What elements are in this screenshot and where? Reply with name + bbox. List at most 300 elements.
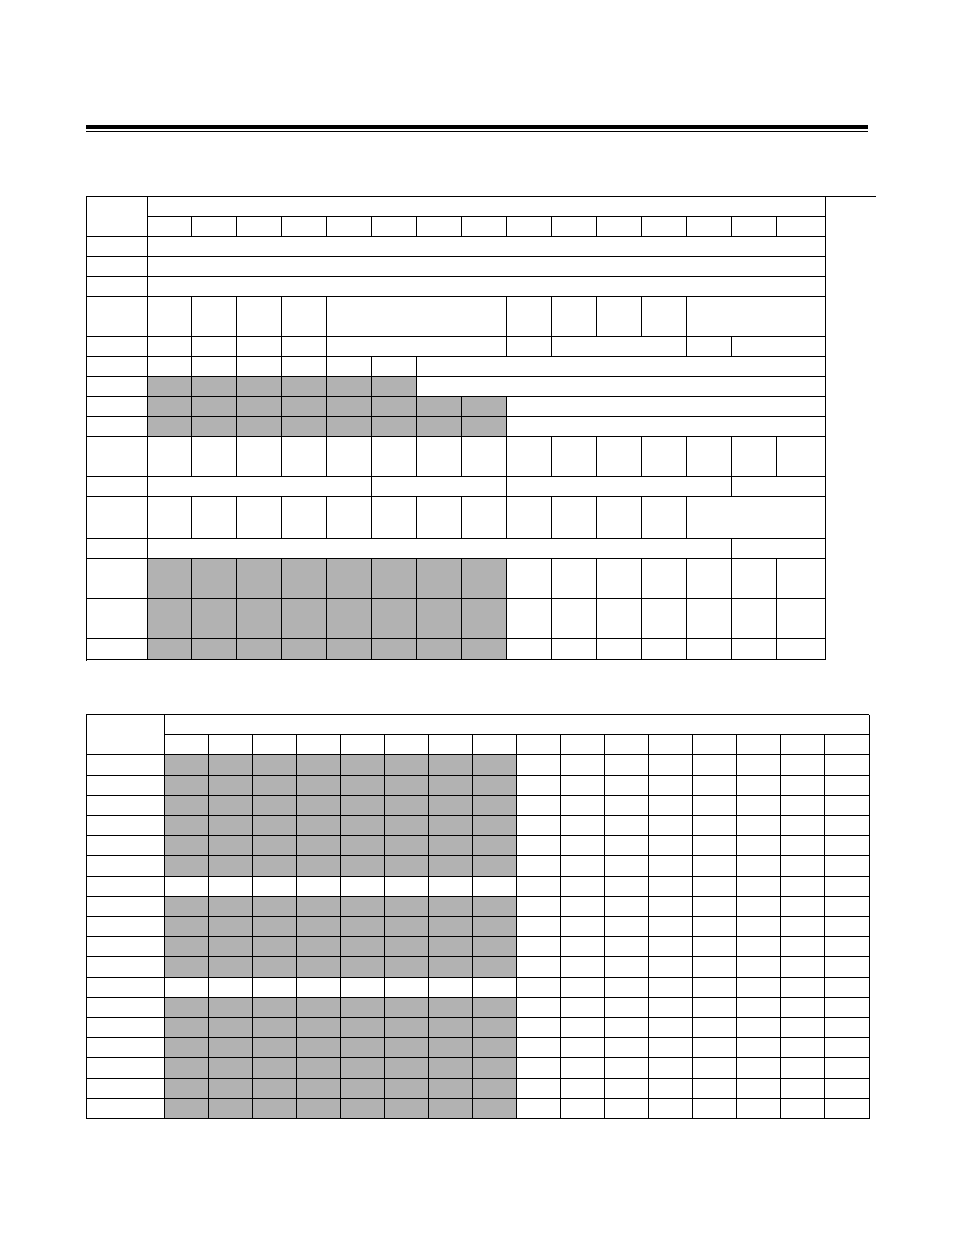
bit-field-cell <box>781 836 825 856</box>
reserved-bit-cell <box>327 377 372 397</box>
bit-field-cell <box>517 1058 561 1078</box>
bit-field-cell <box>597 599 642 639</box>
reserved-bit-cell <box>253 998 297 1018</box>
bit-field-cell <box>517 816 561 836</box>
bit-field-cell <box>561 917 605 937</box>
bit-field-cell <box>517 1099 561 1119</box>
reserved-bit-cell <box>429 796 473 816</box>
bit-field-cell <box>192 437 237 477</box>
bit-field-cell <box>561 978 605 998</box>
bit-field-cell <box>327 497 372 539</box>
bit-field-cell <box>507 337 552 357</box>
reserved-bit-cell <box>253 937 297 957</box>
bit-field-cell <box>209 877 253 897</box>
bit-field-cell <box>649 836 693 856</box>
reserved-bit-cell <box>209 1079 253 1099</box>
bit-field-cell <box>737 755 781 775</box>
reserved-bit-cell <box>165 897 209 917</box>
reserved-bit-cell <box>297 856 341 876</box>
reserved-bit-cell <box>282 417 327 437</box>
reserved-bit-cell <box>237 559 282 599</box>
reserved-bit-cell <box>253 816 297 836</box>
bit-field-cell <box>825 776 870 796</box>
bit-field-cell <box>561 796 605 816</box>
reserved-bit-cell <box>473 796 517 816</box>
reserved-bit-cell <box>473 836 517 856</box>
register-label-cell <box>87 1099 165 1119</box>
reserved-bit-cell <box>192 417 237 437</box>
bit-field-cell <box>687 297 826 337</box>
register-label-header <box>87 197 148 237</box>
reserved-bit-cell <box>327 639 372 660</box>
reserved-bit-cell <box>165 1038 209 1058</box>
bit-field-cell <box>385 978 429 998</box>
bit-field-cell <box>605 897 649 917</box>
bit-field-cell <box>552 559 597 599</box>
bit-field-cell <box>781 1079 825 1099</box>
reserved-bit-cell <box>462 397 507 417</box>
reserved-bit-cell <box>297 816 341 836</box>
register-label-cell <box>87 397 148 417</box>
reserved-bit-cell <box>209 897 253 917</box>
reserved-bit-cell <box>341 897 385 917</box>
reserved-bit-cell <box>165 1079 209 1099</box>
bit-number-cell <box>297 735 341 755</box>
reserved-bit-cell <box>385 957 429 977</box>
bit-field-cell <box>781 1038 825 1058</box>
reserved-bit-cell <box>473 1079 517 1099</box>
bit-field-cell <box>693 1079 737 1099</box>
reserved-bit-cell <box>209 1018 253 1038</box>
reserved-bit-cell <box>165 816 209 836</box>
register-label-cell <box>87 816 165 836</box>
bit-field-cell <box>429 978 473 998</box>
bit-field-cell <box>517 776 561 796</box>
reserved-bit-cell <box>165 1018 209 1038</box>
reserved-bit-cell <box>297 1038 341 1058</box>
reserved-bit-cell <box>237 377 282 397</box>
bit-field-cell <box>507 297 552 337</box>
reserved-bit-cell <box>429 816 473 836</box>
bit-field-cell <box>253 877 297 897</box>
bit-field-cell <box>687 497 826 539</box>
reserved-bit-cell <box>341 755 385 775</box>
bit-field-cell <box>209 978 253 998</box>
bit-field-cell <box>693 816 737 836</box>
reserved-bit-cell <box>417 397 462 417</box>
bit-number-cell <box>732 217 777 237</box>
header-rule-thin <box>86 131 868 132</box>
reserved-bit-cell <box>341 1079 385 1099</box>
bit-field-cell <box>517 877 561 897</box>
reserved-bit-cell <box>209 1058 253 1078</box>
bit-field-cell <box>693 776 737 796</box>
bit-number-cell <box>561 735 605 755</box>
reserved-bit-cell <box>473 856 517 876</box>
reserved-bit-cell <box>341 1018 385 1038</box>
bit-field-cell <box>693 1099 737 1119</box>
bit-field-cell <box>781 1058 825 1078</box>
reserved-bit-cell <box>148 377 192 397</box>
bit-header <box>148 197 826 217</box>
bit-field-cell <box>561 856 605 876</box>
reserved-bit-cell <box>429 957 473 977</box>
reserved-bit-cell <box>209 937 253 957</box>
reserved-bit-cell <box>473 1018 517 1038</box>
bit-number-cell <box>165 735 209 755</box>
bit-field-cell <box>372 477 507 497</box>
reserved-bit-cell <box>341 1099 385 1119</box>
reserved-bit-cell <box>237 417 282 437</box>
bit-field-cell <box>693 1038 737 1058</box>
register-label-cell <box>87 937 165 957</box>
reserved-bit-cell <box>429 1058 473 1078</box>
bit-field-cell <box>605 877 649 897</box>
bit-field-cell <box>649 1099 693 1119</box>
bit-field-cell <box>687 559 732 599</box>
reserved-bit-cell <box>473 1058 517 1078</box>
bit-field-cell <box>148 497 192 539</box>
bit-field-cell <box>517 856 561 876</box>
reserved-bit-cell <box>148 417 192 437</box>
bit-field-cell <box>687 437 732 477</box>
bit-field-cell <box>148 297 192 337</box>
reserved-bit-cell <box>297 1099 341 1119</box>
reserved-bit-cell <box>148 639 192 660</box>
reserved-bit-cell <box>165 1099 209 1119</box>
reserved-bit-cell <box>341 957 385 977</box>
register-label-cell <box>87 755 165 775</box>
reserved-bit-cell <box>372 559 417 599</box>
reserved-bit-cell <box>297 937 341 957</box>
register-table-2 <box>86 714 869 1119</box>
bit-field-cell <box>561 816 605 836</box>
bit-field-cell <box>605 1058 649 1078</box>
reserved-bit-cell <box>148 559 192 599</box>
bit-number-cell <box>372 217 417 237</box>
bit-field-cell <box>781 877 825 897</box>
register-label-cell <box>87 417 148 437</box>
reserved-bit-cell <box>282 377 327 397</box>
reserved-bit-cell <box>385 937 429 957</box>
bit-field-cell <box>825 755 870 775</box>
bit-field-cell <box>642 599 687 639</box>
bit-number-cell <box>597 217 642 237</box>
bit-number-cell <box>282 217 327 237</box>
bit-field-cell <box>561 957 605 977</box>
register-label-cell <box>87 998 165 1018</box>
bit-number-cell <box>552 217 597 237</box>
bit-field-cell <box>517 978 561 998</box>
reserved-bit-cell <box>253 917 297 937</box>
bit-field-cell <box>649 816 693 836</box>
bit-field-cell <box>237 357 282 377</box>
reserved-bit-cell <box>473 937 517 957</box>
bit-number-cell <box>781 735 825 755</box>
bit-field-cell <box>781 937 825 957</box>
register-label-cell <box>87 377 148 397</box>
bit-field-cell <box>642 559 687 599</box>
register-label-header <box>87 715 165 755</box>
reserved-bit-cell <box>165 1058 209 1078</box>
bit-field-cell <box>732 639 777 660</box>
reserved-bit-cell <box>385 816 429 836</box>
bit-field-cell <box>561 776 605 796</box>
bit-field-cell <box>642 497 687 539</box>
reserved-bit-cell <box>253 1099 297 1119</box>
register-label-cell <box>87 437 148 477</box>
reserved-bit-cell <box>297 1058 341 1078</box>
reserved-bit-cell <box>341 776 385 796</box>
reserved-bit-cell <box>282 397 327 417</box>
bit-field-cell <box>552 599 597 639</box>
bit-field-cell <box>737 1079 781 1099</box>
bit-field-cell <box>517 836 561 856</box>
register-label-cell <box>87 599 148 639</box>
bit-field-cell <box>561 1038 605 1058</box>
bit-field-cell <box>473 978 517 998</box>
reserved-bit-cell <box>473 776 517 796</box>
reserved-bit-cell <box>237 397 282 417</box>
bit-field-cell <box>597 559 642 599</box>
register-label-cell <box>87 1018 165 1038</box>
reserved-bit-cell <box>209 998 253 1018</box>
reserved-bit-cell <box>385 1058 429 1078</box>
reserved-bit-cell <box>473 1099 517 1119</box>
reserved-bit-cell <box>385 755 429 775</box>
reserved-bit-cell <box>429 897 473 917</box>
bit-field-cell <box>737 937 781 957</box>
reserved-bit-cell <box>417 599 462 639</box>
bit-field-cell <box>372 357 417 377</box>
reserved-bit-cell <box>372 599 417 639</box>
reserved-bit-cell <box>473 957 517 977</box>
bit-field-cell <box>737 877 781 897</box>
bit-field-cell <box>642 639 687 660</box>
bit-field-cell <box>825 1079 870 1099</box>
bit-field-cell <box>148 337 192 357</box>
reserved-bit-cell <box>297 836 341 856</box>
bit-field-cell <box>192 497 237 539</box>
bit-field-cell <box>687 337 732 357</box>
bit-field-cell <box>825 897 870 917</box>
bit-field-cell <box>297 877 341 897</box>
reserved-bit-cell <box>237 639 282 660</box>
bit-field-cell <box>192 297 237 337</box>
bit-field-cell <box>507 497 552 539</box>
bit-field-cell <box>687 639 732 660</box>
reserved-bit-cell <box>341 937 385 957</box>
register-label-cell <box>87 978 165 998</box>
reserved-bit-cell <box>341 796 385 816</box>
reserved-bit-cell <box>253 856 297 876</box>
bit-field-cell <box>777 599 826 639</box>
bit-field-cell <box>781 897 825 917</box>
reserved-bit-cell <box>253 796 297 816</box>
register-label-cell <box>87 776 165 796</box>
bit-number-cell <box>777 217 826 237</box>
bit-field-cell <box>327 337 507 357</box>
bit-field-cell <box>605 755 649 775</box>
reserved-bit-cell <box>341 1038 385 1058</box>
bit-field-cell <box>649 978 693 998</box>
reserved-bit-cell <box>327 397 372 417</box>
bit-field-cell <box>597 297 642 337</box>
reserved-bit-cell <box>327 599 372 639</box>
reserved-bit-cell <box>192 377 237 397</box>
reserved-bit-cell <box>253 1079 297 1099</box>
bit-field-cell <box>148 237 826 257</box>
bit-field-cell <box>605 816 649 836</box>
bit-field-cell <box>253 978 297 998</box>
bit-field-cell <box>825 978 870 998</box>
bit-field-cell <box>561 998 605 1018</box>
register-label-cell <box>87 477 148 497</box>
reserved-bit-cell <box>429 1018 473 1038</box>
bit-field-cell <box>825 1099 870 1119</box>
register-label-cell <box>87 856 165 876</box>
register-label-cell <box>87 877 165 897</box>
bit-number-cell <box>253 735 297 755</box>
bit-field-cell <box>693 998 737 1018</box>
bit-field-cell <box>781 776 825 796</box>
reserved-bit-cell <box>385 1038 429 1058</box>
header-rule-thick <box>86 125 868 129</box>
reserved-bit-cell <box>341 998 385 1018</box>
reserved-bit-cell <box>209 755 253 775</box>
reserved-bit-cell <box>462 599 507 639</box>
bit-field-cell <box>825 816 870 836</box>
bit-field-cell <box>825 937 870 957</box>
reserved-bit-cell <box>473 917 517 937</box>
bit-field-cell <box>737 816 781 836</box>
bit-number-cell <box>237 217 282 237</box>
bit-field-cell <box>649 917 693 937</box>
register-label-cell <box>87 1038 165 1058</box>
reserved-bit-cell <box>209 1038 253 1058</box>
register-label-cell <box>87 539 148 559</box>
reserved-bit-cell <box>165 796 209 816</box>
bit-field-cell <box>732 477 826 497</box>
bit-number-cell <box>192 217 237 237</box>
register-label-cell <box>87 357 148 377</box>
bit-field-cell <box>642 437 687 477</box>
bit-field-cell <box>507 477 732 497</box>
reserved-bit-cell <box>297 998 341 1018</box>
reserved-bit-cell <box>253 897 297 917</box>
register-label-cell <box>87 957 165 977</box>
reserved-bit-cell <box>372 639 417 660</box>
reserved-bit-cell <box>385 836 429 856</box>
reserved-bit-cell <box>429 776 473 796</box>
bit-field-cell <box>649 796 693 816</box>
bit-field-cell <box>341 978 385 998</box>
bit-number-cell <box>507 217 552 237</box>
bit-field-cell <box>732 539 826 559</box>
bit-field-cell <box>561 755 605 775</box>
bit-field-cell <box>282 497 327 539</box>
bit-field-cell <box>517 796 561 816</box>
reserved-bit-cell <box>462 417 507 437</box>
reserved-bit-cell <box>192 599 237 639</box>
reserved-bit-cell <box>429 998 473 1018</box>
reserved-bit-cell <box>372 377 417 397</box>
bit-field-cell <box>148 477 372 497</box>
bit-field-cell <box>781 978 825 998</box>
bit-field-cell <box>825 796 870 816</box>
reserved-bit-cell <box>209 796 253 816</box>
bit-field-cell <box>517 755 561 775</box>
bit-field-cell <box>192 357 237 377</box>
bit-field-cell <box>552 337 687 357</box>
bit-field-cell <box>737 856 781 876</box>
bit-field-cell <box>781 796 825 816</box>
reserved-bit-cell <box>165 755 209 775</box>
reserved-bit-cell <box>165 776 209 796</box>
bit-number-cell <box>642 217 687 237</box>
register-label-cell <box>87 559 148 599</box>
reserved-bit-cell <box>327 559 372 599</box>
bit-field-cell <box>237 297 282 337</box>
reserved-bit-cell <box>192 559 237 599</box>
reserved-bit-cell <box>462 559 507 599</box>
bit-field-cell <box>649 755 693 775</box>
bit-field-cell <box>561 836 605 856</box>
reserved-bit-cell <box>429 1079 473 1099</box>
bit-field-cell <box>693 1058 737 1078</box>
bit-field-cell <box>517 1079 561 1099</box>
reserved-bit-cell <box>253 1058 297 1078</box>
bit-field-cell <box>693 796 737 816</box>
register-label-cell <box>87 1058 165 1078</box>
bit-field-cell <box>693 978 737 998</box>
reserved-bit-cell <box>165 998 209 1018</box>
reserved-bit-cell <box>209 1099 253 1119</box>
reserved-bit-cell <box>297 1079 341 1099</box>
reserved-bit-cell <box>341 816 385 836</box>
reserved-bit-cell <box>282 599 327 639</box>
bit-field-cell <box>552 639 597 660</box>
bit-field-cell <box>372 497 417 539</box>
bit-field-cell <box>649 856 693 876</box>
bit-field-cell <box>473 877 517 897</box>
reserved-bit-cell <box>209 776 253 796</box>
bit-field-cell <box>517 917 561 937</box>
reserved-bit-cell <box>385 998 429 1018</box>
reserved-bit-cell <box>429 755 473 775</box>
register-label-cell <box>87 917 165 937</box>
bit-field-cell <box>605 856 649 876</box>
reserved-bit-cell <box>429 917 473 937</box>
bit-field-cell <box>649 1038 693 1058</box>
reserved-bit-cell <box>473 1038 517 1058</box>
bit-field-cell <box>561 1099 605 1119</box>
reserved-bit-cell <box>385 897 429 917</box>
bit-field-cell <box>507 599 552 639</box>
bit-field-cell <box>561 1058 605 1078</box>
bit-field-cell <box>237 437 282 477</box>
bit-field-cell <box>693 897 737 917</box>
bit-field-cell <box>605 1079 649 1099</box>
bit-field-cell <box>605 776 649 796</box>
reserved-bit-cell <box>341 856 385 876</box>
reserved-bit-cell <box>209 816 253 836</box>
bit-number-cell <box>473 735 517 755</box>
bit-field-cell <box>605 836 649 856</box>
reserved-bit-cell <box>473 897 517 917</box>
reserved-bit-cell <box>429 836 473 856</box>
bit-field-cell <box>417 357 826 377</box>
